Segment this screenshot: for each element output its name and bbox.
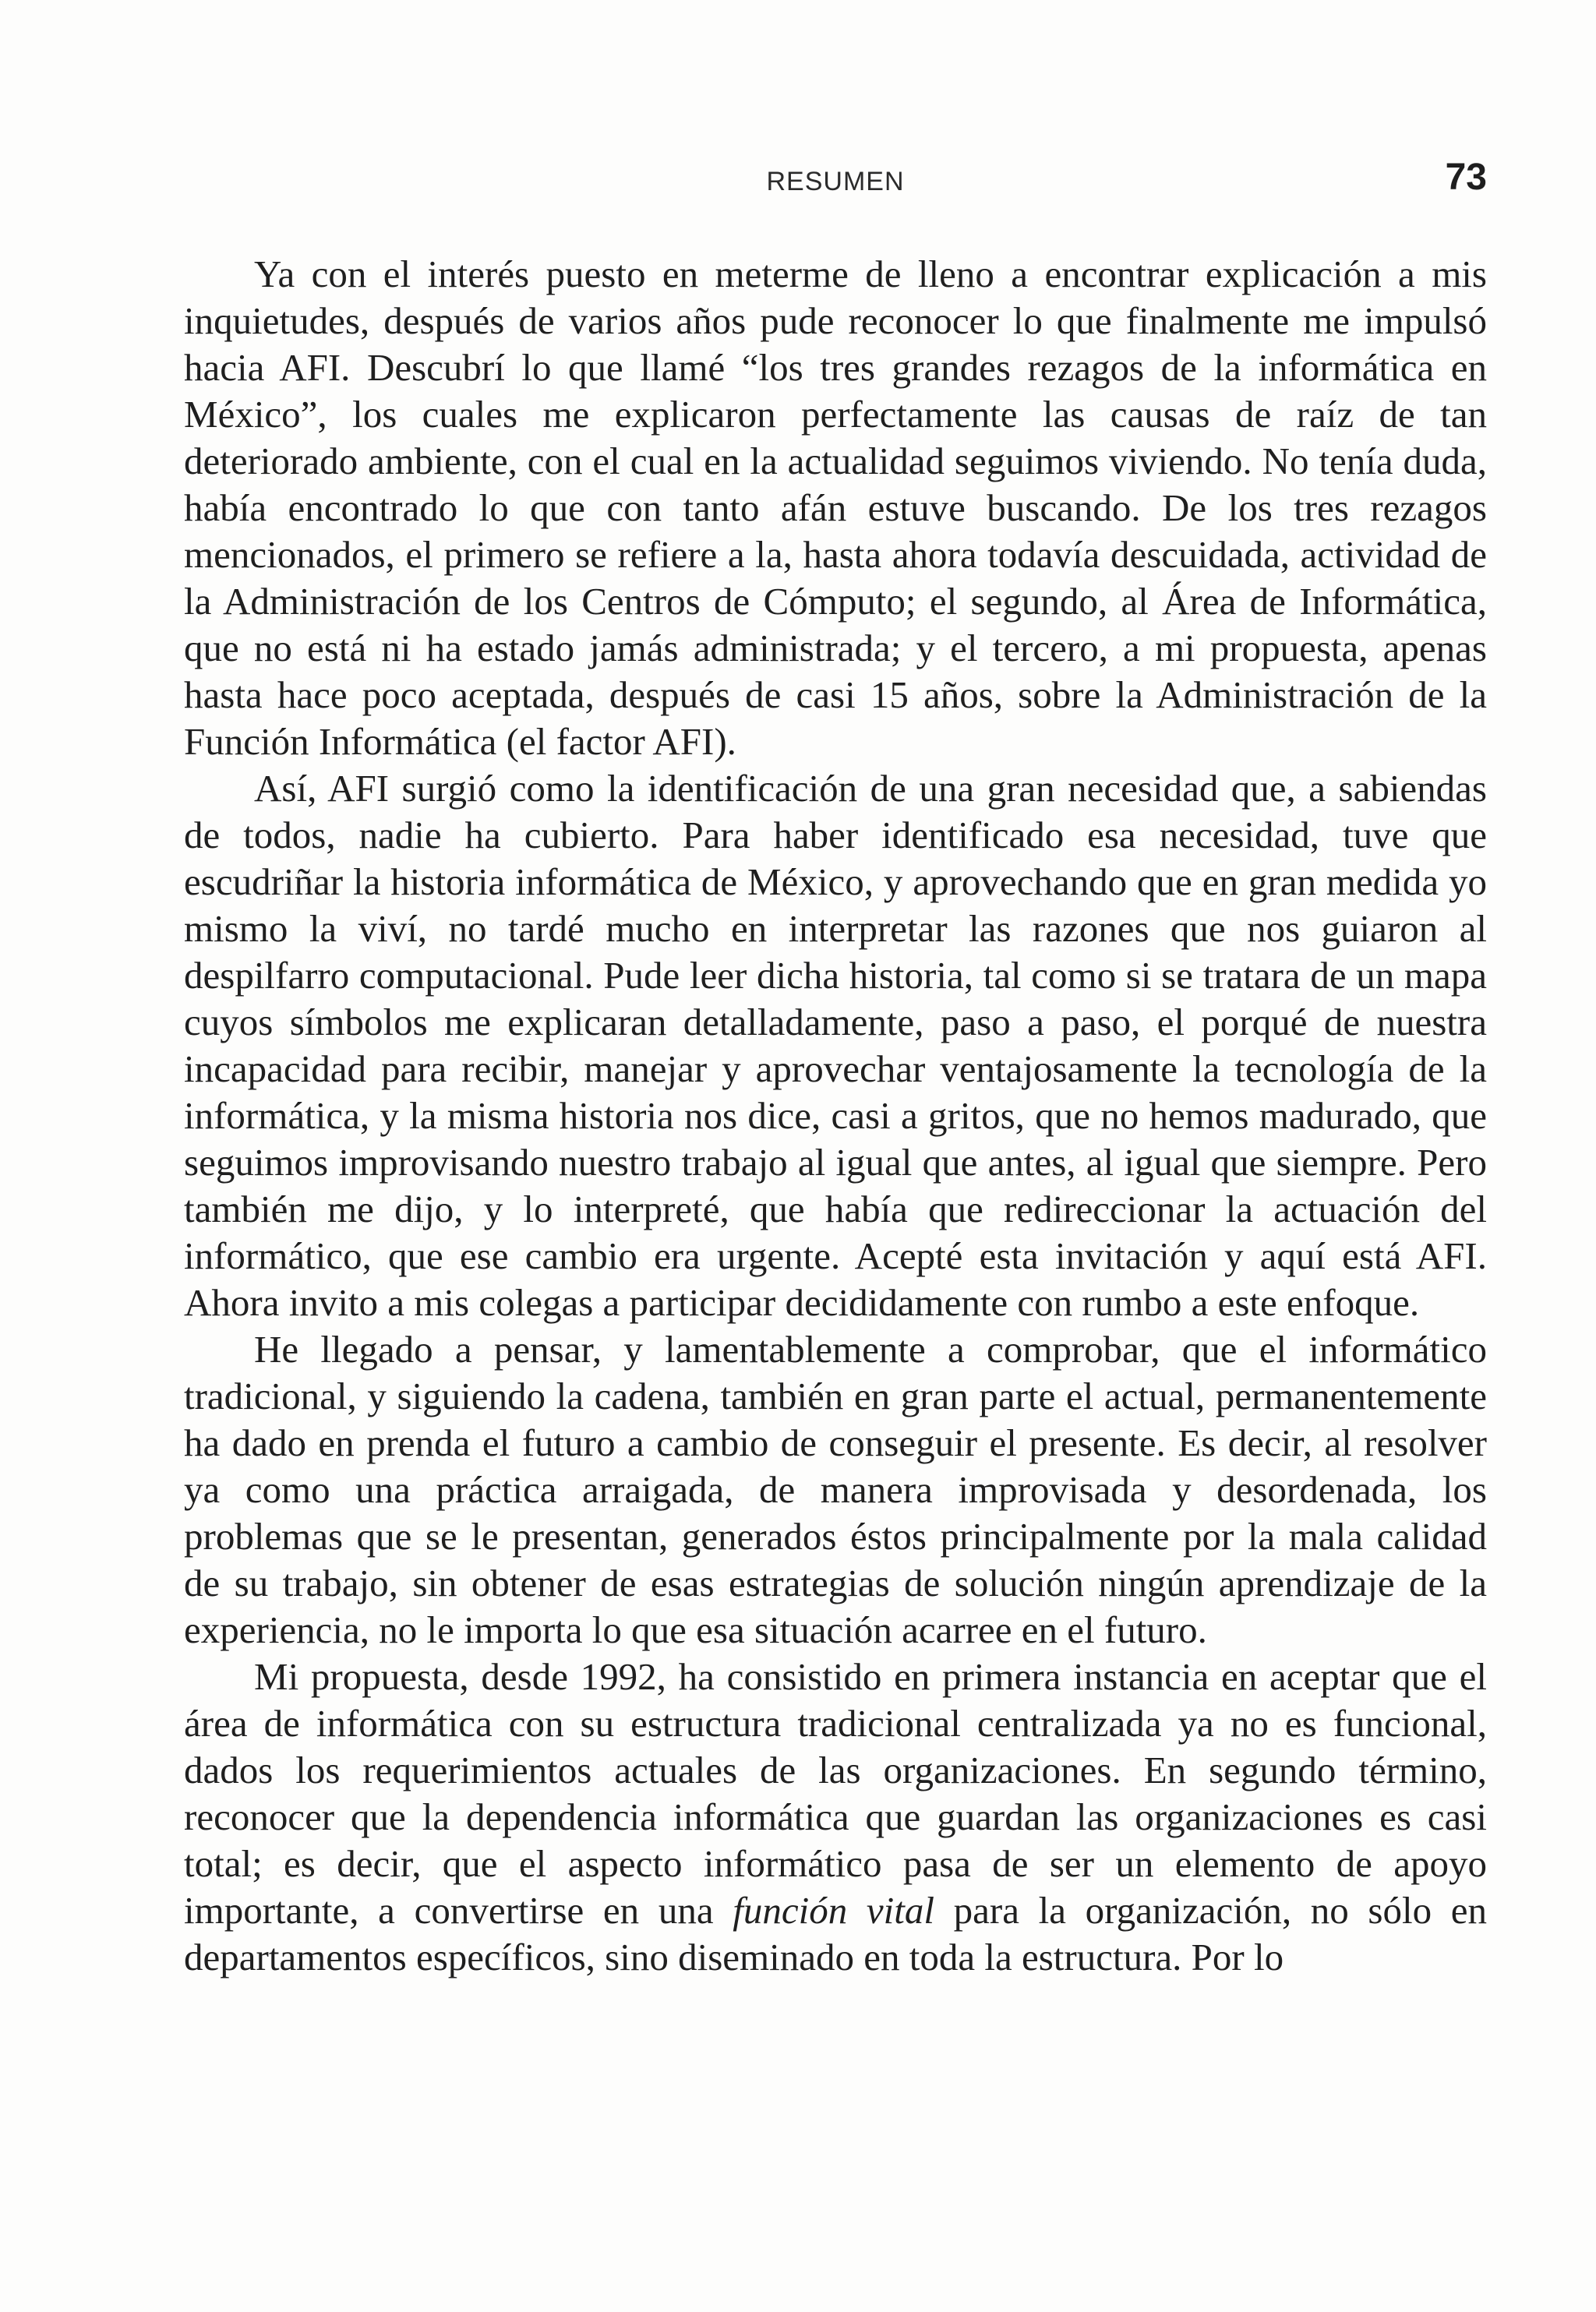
paragraph-4-text-before: Mi propuesta, desde 1992, ha consistido en primera instancia en aceptar que el área de informática con su estructura tradicional centralizada ya no es funcional, dados los requerimientos actuales de las organizaciones. En segundo término, reconocer que la dependencia informática que guardan las organizaciones es casi total; es decir, que el aspecto informático pasa de ser un elemento de apoyo importante, a convertirse en una [184, 1655, 1487, 1932]
paragraph-1: Ya con el interés puesto en meterme de lleno a encontrar explicación a mis inquietudes, después de varios años pude reconocer lo que finalmente me impulsó hacia AFI. Descubrí lo que llamé “los tres grandes rezagos de la informática en México”, los cuales me explicaron perfectamente las causas de raíz de tan deteriorado ambiente, con el cual en la actualidad seguimos viviendo. No tenía duda, había encontrado lo que con tanto afán estuve buscando. De los tres rezagos mencionados, el primero se refiere a la, hasta ahora todavía descuidada, actividad de la Administración de los Centros de Cómputo; el segundo, al Área de Informática, que no está ni ha estado jamás administrada; y el tercero, a mi propuesta, apenas hasta hace poco aceptada, después de casi 15 años, sobre la Administración de la Función Informática (el factor AFI). [184, 252, 1487, 763]
paragraph-4-emphasis: función vital [733, 1889, 934, 1932]
section-title: RESUMEN [766, 167, 905, 196]
paragraph-3: He llegado a pensar, y lamentablemente a comprobar, que el informático tradicional, y siguiendo la cadena, también en gran parte el actual, permanentemente ha dado en prenda el futuro a cambio de conseguir el presente. Es decir, al resolver ya como una práctica arraigada, de manera improvisada y desordenada, los problemas que se le presentan, generados éstos principalmente por la mala calidad de su trabajo, sin obtener de esas estrategias de solución ningún aprendizaje de la experiencia, no le importa lo que esa situación acarree en el futuro. [184, 1328, 1487, 1651]
page-number: 73 [1445, 157, 1487, 198]
paragraph-2: Así, AFI surgió como la identificación de una gran necesidad que, a sabiendas de todos, nadie ha cubierto. Para haber identificado esa necesidad, tuve que escudriñar la historia informática de México, y aprovechando que en gran medida yo mismo la viví, no tardé mucho en interpretar las razones que nos guiaron al despilfarro computacional. Pude leer dicha historia, tal como si se tratara de un mapa cuyos símbolos me explicaran detalladamente, paso a paso, el porqué de nuestra incapacidad para recibir, manejar y aprovechar ventajosamente la tecnología de la informática, y la misma historia nos dice, casi a gritos, que no hemos madurado, que seguimos improvisando nuestro trabajo al igual que antes, al igual que siempre. Pero también me dijo, y lo interpreté, que había que redireccionar la actuación del informático, que ese cambio era urgente. Acepté esta invitación y aquí está AFI. Ahora invito a mis colegas a participar decididamente con rumbo a este enfoque. [184, 767, 1487, 1324]
running-head [184, 157, 1487, 209]
paragraph-4-text-after: para la organización, no sólo en departamentos específicos, sino diseminado en toda la estructura. Por lo [184, 1889, 1487, 1978]
body-text [184, 251, 1487, 1981]
paragraph-4 [184, 1654, 1487, 1981]
